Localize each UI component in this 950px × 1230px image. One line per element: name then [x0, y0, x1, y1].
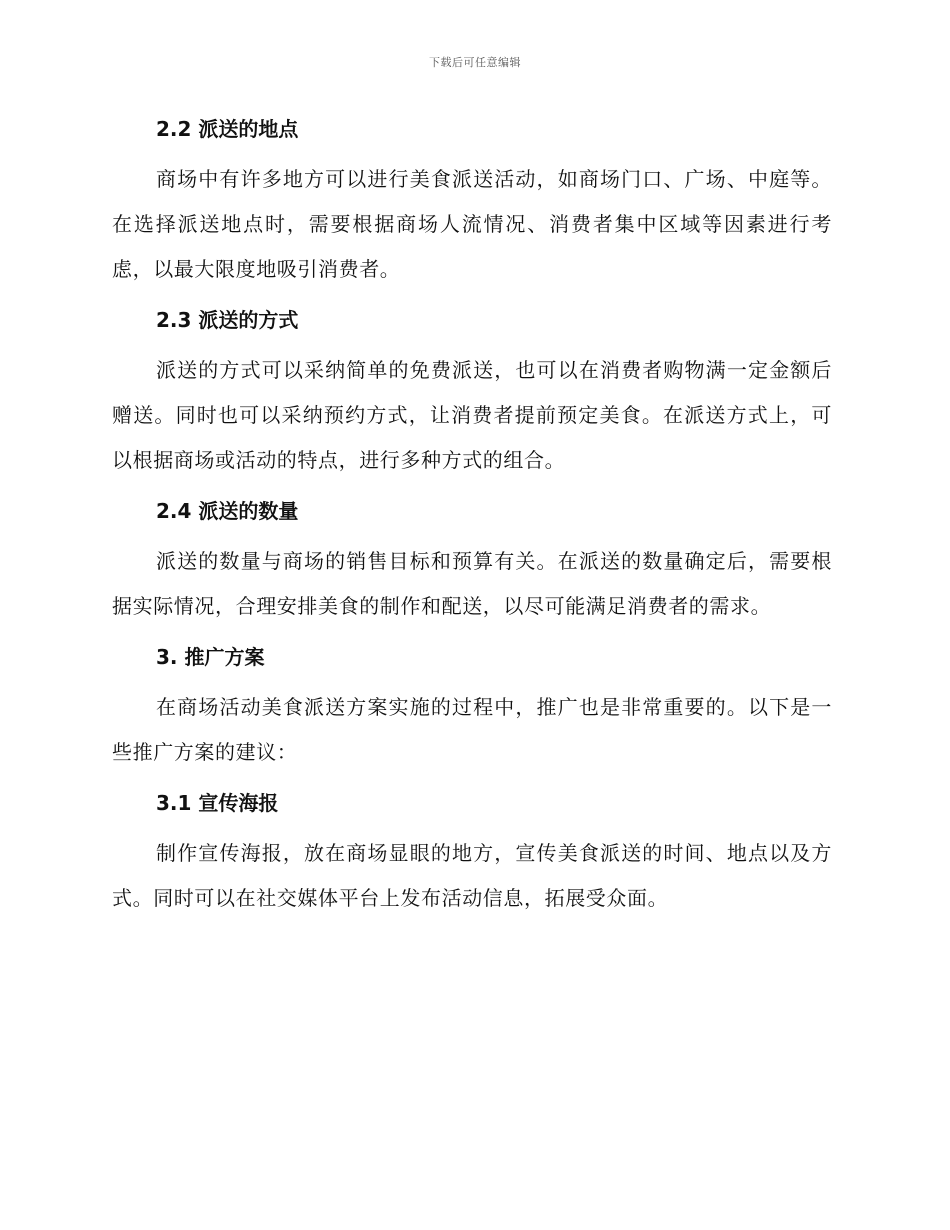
page-header: 下载后可任意编辑 — [429, 56, 521, 69]
section-heading: 3.1 宣传海报 — [156, 791, 279, 815]
section-heading: 2.4 派送的数量 — [156, 499, 299, 523]
section-heading: 2.3 派送的方式 — [156, 308, 299, 332]
section-paragraph: 商场中有许多地方可以进行美食派送活动，如商场门口、广场、中庭等。在选择派送地点时，需要根据商场人流情况、消费者集中区域等因素进行考虑，以最大限度地吸引消费者。 — [112, 167, 832, 281]
section-paragraph: 在商场活动美食派送方案实施的过程中，推广也是非常重要的。以下是一些推广方案的建议： — [112, 695, 832, 764]
section-paragraph: 派送的数量与商场的销售目标和预算有关。在派送的数量确定后，需要根据实际情况，合理安排美食的制作和配送，以尽可能满足消费者的需求。 — [112, 549, 832, 618]
document-body — [112, 112, 832, 921]
section-heading: 3. 推广方案 — [156, 645, 265, 669]
section-paragraph: 制作宣传海报，放在商场显眼的地方，宣传美食派送的时间、地点以及方式。同时可以在社交媒体平台上发布活动信息，拓展受众面。 — [112, 841, 832, 910]
section-paragraph: 派送的方式可以采纳简单的免费派送，也可以在消费者购物满一定金额后赠送。同时也可以采纳预约方式，让消费者提前预定美食。在派送方式上，可以根据商场或活动的特点，进行多种方式的组合。 — [112, 358, 832, 472]
section-heading: 2.2 派送的地点 — [156, 117, 299, 141]
